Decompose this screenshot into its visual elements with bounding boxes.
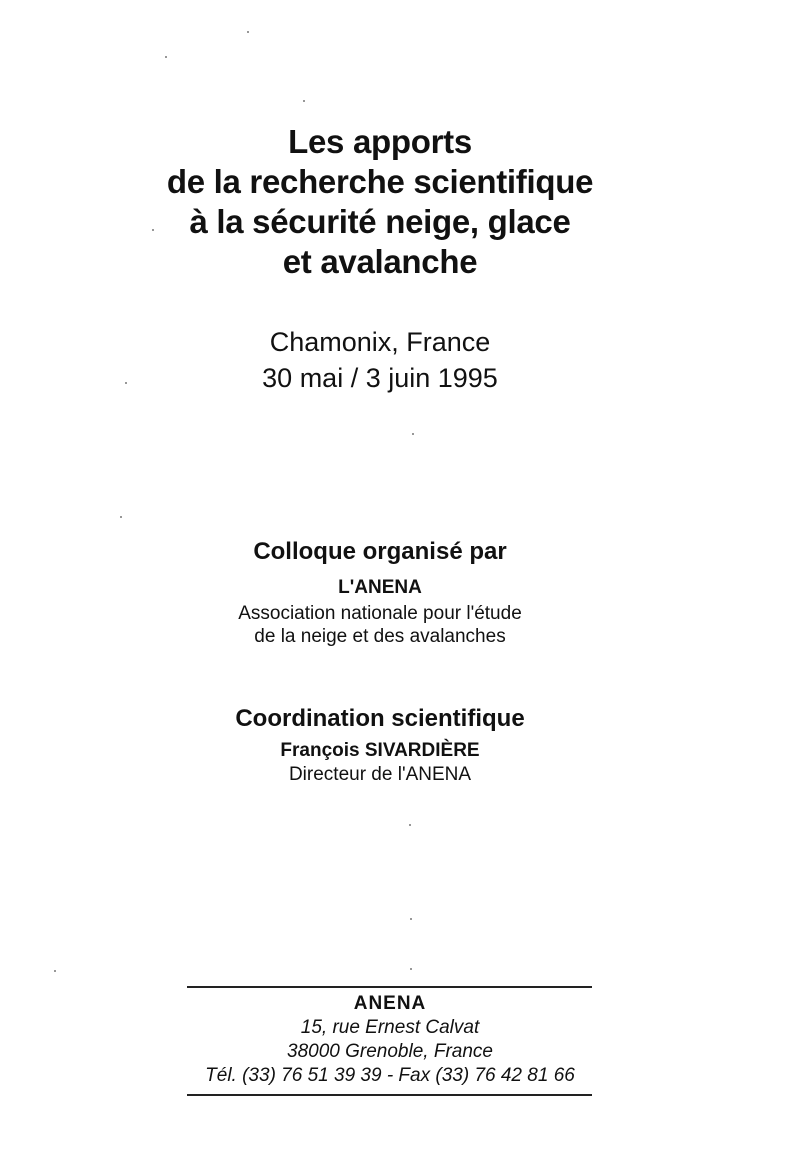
scan-speck xyxy=(165,56,167,58)
title-line-2: de la recherche scientifique xyxy=(166,163,594,200)
publisher-street: 15, rue Ernest Calvat xyxy=(300,1017,480,1038)
organizer-description-line-1: Association nationale pour l'étude xyxy=(238,603,522,624)
scan-speck xyxy=(247,31,249,33)
event-details xyxy=(0,324,760,396)
footer-top-divider xyxy=(187,986,592,988)
organizer-heading: Colloque organisé par xyxy=(253,538,507,565)
scan-speck xyxy=(152,229,154,231)
publisher-name: ANENA xyxy=(353,993,427,1014)
scan-speck xyxy=(409,824,411,826)
organizer-description-line-2: de la neige et des avalanches xyxy=(254,626,506,647)
scan-speck xyxy=(125,382,127,384)
title-line-4: et avalanche xyxy=(282,243,478,280)
footer-bottom-divider xyxy=(187,1094,592,1096)
event-dates: 30 mai / 3 juin 1995 xyxy=(262,363,498,393)
title-line-3: à la sécurité neige, glace xyxy=(189,203,571,240)
scan-speck xyxy=(303,100,305,102)
publisher-city: 38000 Grenoble, France xyxy=(287,1041,493,1062)
document-title xyxy=(0,122,760,282)
coordinator-name: François SIVARDIÈRE xyxy=(280,740,480,761)
coordination-section xyxy=(0,702,760,786)
organizer-name: L'ANENA xyxy=(338,577,422,598)
scan-speck xyxy=(412,433,414,435)
coordinator-role: Directeur de l'ANENA xyxy=(288,764,472,785)
organizer-section xyxy=(0,536,760,648)
publisher-contact: Tél. (33) 76 51 39 39 - Fax (33) 76 42 81 66 xyxy=(205,1065,575,1086)
scan-speck xyxy=(410,968,412,970)
scan-speck xyxy=(54,970,56,972)
coordination-heading: Coordination scientifique xyxy=(235,705,525,732)
scan-speck xyxy=(120,516,122,518)
scan-speck xyxy=(410,918,412,920)
event-place: Chamonix, France xyxy=(269,327,491,357)
publisher-address xyxy=(0,992,780,1088)
title-line-1: Les apports xyxy=(288,123,472,160)
